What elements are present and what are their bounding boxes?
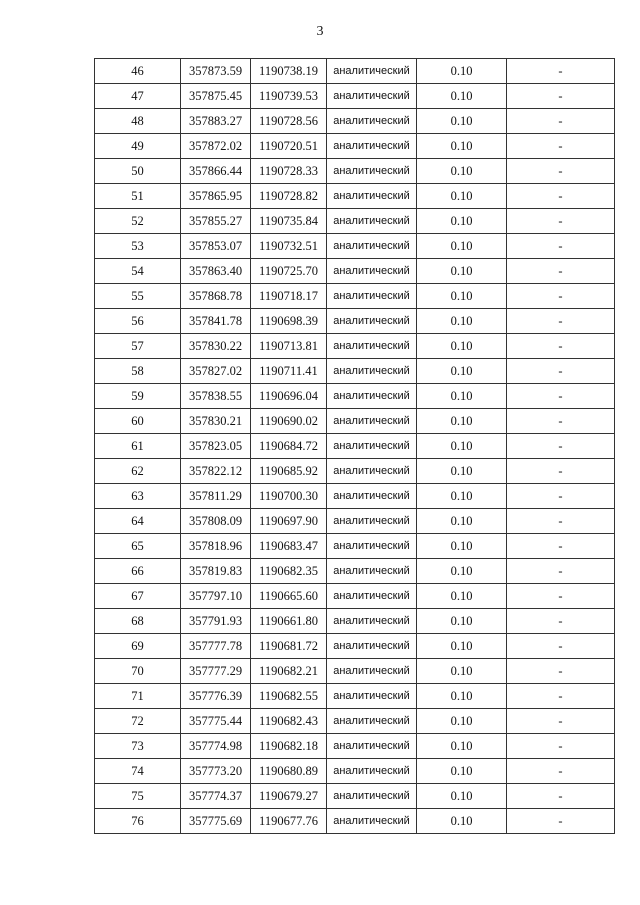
method-cell: аналитический bbox=[327, 609, 417, 634]
table-row bbox=[95, 784, 615, 809]
accuracy-cell: 0.10 bbox=[417, 184, 507, 209]
x-coordinate-cell: 357872.02 bbox=[181, 134, 251, 159]
y-coordinate-cell: 1190711.41 bbox=[251, 359, 327, 384]
note-cell: - bbox=[507, 234, 615, 259]
point-number-cell: 74 bbox=[95, 759, 181, 784]
method-cell: аналитический bbox=[327, 259, 417, 284]
page-number: 3 bbox=[316, 24, 324, 39]
note-cell: - bbox=[507, 659, 615, 684]
method-cell: аналитический bbox=[327, 59, 417, 84]
table-row bbox=[95, 759, 615, 784]
accuracy-cell: 0.10 bbox=[417, 534, 507, 559]
method-cell: аналитический bbox=[327, 234, 417, 259]
method-cell: аналитический bbox=[327, 659, 417, 684]
point-number-cell: 48 bbox=[95, 109, 181, 134]
table-row bbox=[95, 359, 615, 384]
x-coordinate-cell: 357838.55 bbox=[181, 384, 251, 409]
note-cell: - bbox=[507, 609, 615, 634]
note-cell: - bbox=[507, 509, 615, 534]
accuracy-cell: 0.10 bbox=[417, 584, 507, 609]
note-cell: - bbox=[507, 59, 615, 84]
y-coordinate-cell: 1190698.39 bbox=[251, 309, 327, 334]
x-coordinate-cell: 357774.98 bbox=[181, 734, 251, 759]
x-coordinate-cell: 357830.22 bbox=[181, 334, 251, 359]
x-coordinate-cell: 357775.44 bbox=[181, 709, 251, 734]
method-cell: аналитический bbox=[327, 184, 417, 209]
y-coordinate-cell: 1190700.30 bbox=[251, 484, 327, 509]
point-number-cell: 57 bbox=[95, 334, 181, 359]
accuracy-cell: 0.10 bbox=[417, 409, 507, 434]
method-cell: аналитический bbox=[327, 284, 417, 309]
method-cell: аналитический bbox=[327, 109, 417, 134]
x-coordinate-cell: 357863.40 bbox=[181, 259, 251, 284]
table-row bbox=[95, 534, 615, 559]
method-cell: аналитический bbox=[327, 84, 417, 109]
y-coordinate-cell: 1190728.33 bbox=[251, 159, 327, 184]
x-coordinate-cell: 357775.69 bbox=[181, 809, 251, 834]
y-coordinate-cell: 1190713.81 bbox=[251, 334, 327, 359]
accuracy-cell: 0.10 bbox=[417, 659, 507, 684]
y-coordinate-cell: 1190720.51 bbox=[251, 134, 327, 159]
y-coordinate-cell: 1190697.90 bbox=[251, 509, 327, 534]
note-cell: - bbox=[507, 534, 615, 559]
y-coordinate-cell: 1190682.43 bbox=[251, 709, 327, 734]
method-cell: аналитический bbox=[327, 159, 417, 184]
x-coordinate-cell: 357866.44 bbox=[181, 159, 251, 184]
accuracy-cell: 0.10 bbox=[417, 209, 507, 234]
y-coordinate-cell: 1190738.19 bbox=[251, 59, 327, 84]
y-coordinate-cell: 1190679.27 bbox=[251, 784, 327, 809]
method-cell: аналитический bbox=[327, 584, 417, 609]
method-cell: аналитический bbox=[327, 484, 417, 509]
method-cell: аналитический bbox=[327, 209, 417, 234]
y-coordinate-cell: 1190728.56 bbox=[251, 109, 327, 134]
table-row bbox=[95, 59, 615, 84]
point-number-cell: 53 bbox=[95, 234, 181, 259]
table-row bbox=[95, 434, 615, 459]
note-cell: - bbox=[507, 284, 615, 309]
table-row bbox=[95, 684, 615, 709]
y-coordinate-cell: 1190680.89 bbox=[251, 759, 327, 784]
x-coordinate-cell: 357822.12 bbox=[181, 459, 251, 484]
table-row bbox=[95, 109, 615, 134]
point-number-cell: 65 bbox=[95, 534, 181, 559]
point-number-cell: 73 bbox=[95, 734, 181, 759]
note-cell: - bbox=[507, 384, 615, 409]
x-coordinate-cell: 357873.59 bbox=[181, 59, 251, 84]
method-cell: аналитический bbox=[327, 534, 417, 559]
table-row bbox=[95, 459, 615, 484]
note-cell: - bbox=[507, 434, 615, 459]
y-coordinate-cell: 1190685.92 bbox=[251, 459, 327, 484]
y-coordinate-cell: 1190735.84 bbox=[251, 209, 327, 234]
method-cell: аналитический bbox=[327, 459, 417, 484]
table-row bbox=[95, 634, 615, 659]
method-cell: аналитический bbox=[327, 434, 417, 459]
point-number-cell: 59 bbox=[95, 384, 181, 409]
x-coordinate-cell: 357777.29 bbox=[181, 659, 251, 684]
note-cell: - bbox=[507, 734, 615, 759]
y-coordinate-cell: 1190681.72 bbox=[251, 634, 327, 659]
accuracy-cell: 0.10 bbox=[417, 84, 507, 109]
method-cell: аналитический bbox=[327, 409, 417, 434]
note-cell: - bbox=[507, 159, 615, 184]
point-number-cell: 47 bbox=[95, 84, 181, 109]
point-number-cell: 61 bbox=[95, 434, 181, 459]
x-coordinate-cell: 357811.29 bbox=[181, 484, 251, 509]
note-cell: - bbox=[507, 134, 615, 159]
x-coordinate-cell: 357841.78 bbox=[181, 309, 251, 334]
accuracy-cell: 0.10 bbox=[417, 434, 507, 459]
accuracy-cell: 0.10 bbox=[417, 309, 507, 334]
table-row bbox=[95, 84, 615, 109]
x-coordinate-cell: 357865.95 bbox=[181, 184, 251, 209]
method-cell: аналитический bbox=[327, 684, 417, 709]
accuracy-cell: 0.10 bbox=[417, 734, 507, 759]
y-coordinate-cell: 1190661.80 bbox=[251, 609, 327, 634]
table-row bbox=[95, 409, 615, 434]
x-coordinate-cell: 357791.93 bbox=[181, 609, 251, 634]
note-cell: - bbox=[507, 684, 615, 709]
accuracy-cell: 0.10 bbox=[417, 809, 507, 834]
table-row bbox=[95, 609, 615, 634]
accuracy-cell: 0.10 bbox=[417, 684, 507, 709]
point-number-cell: 72 bbox=[95, 709, 181, 734]
point-number-cell: 58 bbox=[95, 359, 181, 384]
note-cell: - bbox=[507, 259, 615, 284]
note-cell: - bbox=[507, 584, 615, 609]
x-coordinate-cell: 357818.96 bbox=[181, 534, 251, 559]
accuracy-cell: 0.10 bbox=[417, 234, 507, 259]
point-number-cell: 54 bbox=[95, 259, 181, 284]
table-row bbox=[95, 509, 615, 534]
y-coordinate-cell: 1190682.18 bbox=[251, 734, 327, 759]
x-coordinate-cell: 357868.78 bbox=[181, 284, 251, 309]
y-coordinate-cell: 1190682.21 bbox=[251, 659, 327, 684]
y-coordinate-cell: 1190683.47 bbox=[251, 534, 327, 559]
note-cell: - bbox=[507, 459, 615, 484]
accuracy-cell: 0.10 bbox=[417, 484, 507, 509]
x-coordinate-cell: 357774.37 bbox=[181, 784, 251, 809]
accuracy-cell: 0.10 bbox=[417, 384, 507, 409]
x-coordinate-cell: 357808.09 bbox=[181, 509, 251, 534]
method-cell: аналитический bbox=[327, 509, 417, 534]
accuracy-cell: 0.10 bbox=[417, 509, 507, 534]
method-cell: аналитический bbox=[327, 784, 417, 809]
accuracy-cell: 0.10 bbox=[417, 359, 507, 384]
y-coordinate-cell: 1190732.51 bbox=[251, 234, 327, 259]
table-row bbox=[95, 284, 615, 309]
note-cell: - bbox=[507, 634, 615, 659]
method-cell: аналитический bbox=[327, 634, 417, 659]
point-number-cell: 62 bbox=[95, 459, 181, 484]
table-row bbox=[95, 584, 615, 609]
note-cell: - bbox=[507, 784, 615, 809]
point-number-cell: 67 bbox=[95, 584, 181, 609]
accuracy-cell: 0.10 bbox=[417, 609, 507, 634]
point-number-cell: 75 bbox=[95, 784, 181, 809]
note-cell: - bbox=[507, 209, 615, 234]
accuracy-cell: 0.10 bbox=[417, 459, 507, 484]
coordinates-table-body bbox=[95, 59, 615, 834]
table-row bbox=[95, 484, 615, 509]
note-cell: - bbox=[507, 709, 615, 734]
x-coordinate-cell: 357875.45 bbox=[181, 84, 251, 109]
point-number-cell: 49 bbox=[95, 134, 181, 159]
accuracy-cell: 0.10 bbox=[417, 709, 507, 734]
point-number-cell: 55 bbox=[95, 284, 181, 309]
accuracy-cell: 0.10 bbox=[417, 259, 507, 284]
x-coordinate-cell: 357855.27 bbox=[181, 209, 251, 234]
point-number-cell: 60 bbox=[95, 409, 181, 434]
table-row bbox=[95, 709, 615, 734]
x-coordinate-cell: 357853.07 bbox=[181, 234, 251, 259]
point-number-cell: 46 bbox=[95, 59, 181, 84]
note-cell: - bbox=[507, 109, 615, 134]
y-coordinate-cell: 1190682.35 bbox=[251, 559, 327, 584]
table-row bbox=[95, 809, 615, 834]
y-coordinate-cell: 1190665.60 bbox=[251, 584, 327, 609]
accuracy-cell: 0.10 bbox=[417, 759, 507, 784]
accuracy-cell: 0.10 bbox=[417, 634, 507, 659]
accuracy-cell: 0.10 bbox=[417, 334, 507, 359]
table-row bbox=[95, 559, 615, 584]
note-cell: - bbox=[507, 184, 615, 209]
point-number-cell: 64 bbox=[95, 509, 181, 534]
x-coordinate-cell: 357777.78 bbox=[181, 634, 251, 659]
x-coordinate-cell: 357823.05 bbox=[181, 434, 251, 459]
y-coordinate-cell: 1190725.70 bbox=[251, 259, 327, 284]
x-coordinate-cell: 357773.20 bbox=[181, 759, 251, 784]
method-cell: аналитический bbox=[327, 809, 417, 834]
table-row bbox=[95, 309, 615, 334]
accuracy-cell: 0.10 bbox=[417, 134, 507, 159]
method-cell: аналитический bbox=[327, 309, 417, 334]
table-row bbox=[95, 334, 615, 359]
method-cell: аналитический bbox=[327, 709, 417, 734]
table-row bbox=[95, 159, 615, 184]
table-row bbox=[95, 734, 615, 759]
y-coordinate-cell: 1190718.17 bbox=[251, 284, 327, 309]
method-cell: аналитический bbox=[327, 559, 417, 584]
y-coordinate-cell: 1190677.76 bbox=[251, 809, 327, 834]
x-coordinate-cell: 357883.27 bbox=[181, 109, 251, 134]
table-row bbox=[95, 184, 615, 209]
y-coordinate-cell: 1190696.04 bbox=[251, 384, 327, 409]
accuracy-cell: 0.10 bbox=[417, 284, 507, 309]
note-cell: - bbox=[507, 559, 615, 584]
accuracy-cell: 0.10 bbox=[417, 159, 507, 184]
accuracy-cell: 0.10 bbox=[417, 559, 507, 584]
point-number-cell: 69 bbox=[95, 634, 181, 659]
table-row bbox=[95, 234, 615, 259]
point-number-cell: 70 bbox=[95, 659, 181, 684]
method-cell: аналитический bbox=[327, 334, 417, 359]
table-row bbox=[95, 659, 615, 684]
table-row bbox=[95, 209, 615, 234]
point-number-cell: 66 bbox=[95, 559, 181, 584]
note-cell: - bbox=[507, 334, 615, 359]
method-cell: аналитический bbox=[327, 134, 417, 159]
method-cell: аналитический bbox=[327, 384, 417, 409]
table-row bbox=[95, 384, 615, 409]
accuracy-cell: 0.10 bbox=[417, 59, 507, 84]
y-coordinate-cell: 1190684.72 bbox=[251, 434, 327, 459]
y-coordinate-cell: 1190690.02 bbox=[251, 409, 327, 434]
x-coordinate-cell: 357797.10 bbox=[181, 584, 251, 609]
point-number-cell: 71 bbox=[95, 684, 181, 709]
y-coordinate-cell: 1190728.82 bbox=[251, 184, 327, 209]
x-coordinate-cell: 357830.21 bbox=[181, 409, 251, 434]
accuracy-cell: 0.10 bbox=[417, 109, 507, 134]
note-cell: - bbox=[507, 84, 615, 109]
note-cell: - bbox=[507, 809, 615, 834]
point-number-cell: 50 bbox=[95, 159, 181, 184]
point-number-cell: 52 bbox=[95, 209, 181, 234]
y-coordinate-cell: 1190682.55 bbox=[251, 684, 327, 709]
point-number-cell: 51 bbox=[95, 184, 181, 209]
point-number-cell: 56 bbox=[95, 309, 181, 334]
note-cell: - bbox=[507, 309, 615, 334]
note-cell: - bbox=[507, 484, 615, 509]
point-number-cell: 68 bbox=[95, 609, 181, 634]
method-cell: аналитический bbox=[327, 759, 417, 784]
accuracy-cell: 0.10 bbox=[417, 784, 507, 809]
coordinates-table bbox=[94, 58, 615, 834]
y-coordinate-cell: 1190739.53 bbox=[251, 84, 327, 109]
table-row bbox=[95, 259, 615, 284]
point-number-cell: 63 bbox=[95, 484, 181, 509]
method-cell: аналитический bbox=[327, 734, 417, 759]
method-cell: аналитический bbox=[327, 359, 417, 384]
note-cell: - bbox=[507, 409, 615, 434]
x-coordinate-cell: 357819.83 bbox=[181, 559, 251, 584]
point-number-cell: 76 bbox=[95, 809, 181, 834]
note-cell: - bbox=[507, 759, 615, 784]
x-coordinate-cell: 357827.02 bbox=[181, 359, 251, 384]
x-coordinate-cell: 357776.39 bbox=[181, 684, 251, 709]
table-row bbox=[95, 134, 615, 159]
note-cell: - bbox=[507, 359, 615, 384]
